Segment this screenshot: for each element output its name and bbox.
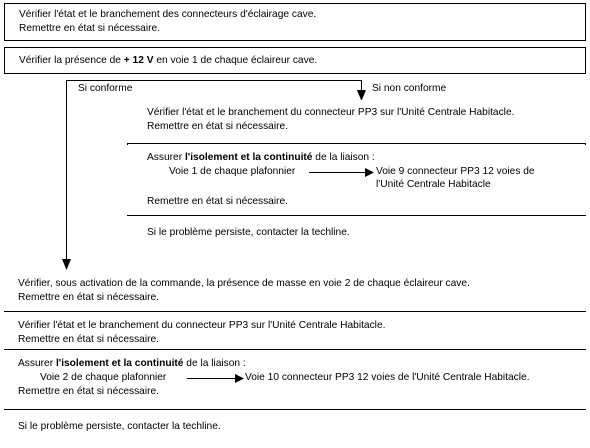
step-text-line1: Vérifier l'état et le branchement des connecteurs d'éclairage cave. [19,9,317,20]
wire-to-label-line1: Voie 9 connecteur PP3 12 voies de [376,166,535,177]
label-si-conforme: Si conforme [78,83,133,94]
step-box-pp3-check [4,312,586,350]
step-text-assurer: Assurer l'isolement et la continuité de la liaison : [18,358,246,369]
step-box-12v-check [4,47,586,74]
step-text-line1: Vérifier l'état et le branchement du connecteur PP3 sur l'Unité Centrale Habitacle. [18,320,386,331]
step-text-techline: Si le problème persiste, contacter la techline. [18,421,221,432]
step-text-line2: Remettre en état si nécessaire. [18,334,159,345]
step-box-masse-check [4,271,586,312]
step-text-12v: Vérifier la présence de + 12 V en voie 1 de chaque éclaireur cave. [19,55,318,66]
wire-connection-line [187,378,237,379]
step-box-isolation-continuity [127,145,586,216]
step-box-techline [127,216,586,250]
step-text-remettre: Remettre en état si nécessaire. [147,196,288,207]
step-text-line2: Remettre en état si nécessaire. [18,292,159,303]
step-box-connectors-check [4,3,586,41]
step-text-assurer: Assurer l'isolement et la continuité de la liaison : [147,152,375,163]
arrow-right-icon [235,374,244,383]
step-box-techline [4,410,586,443]
wire-connection-line [309,172,367,173]
arrow-down-conforme-icon [62,259,71,270]
non-conforme-branch-container [127,100,586,250]
step-text-line2: Remettre en état si nécessaire. [147,121,288,132]
branch-horizontal-line [66,80,362,81]
step-text-remettre: Remettre en état si nécessaire. [18,386,159,397]
wire-from-label: Voie 1 de chaque plafonnier [169,166,296,177]
wire-to-label-line2: l'Unité Centrale Habitacle [376,179,491,190]
branch-conforme-vertical-line [66,80,67,264]
arrow-right-icon [365,168,374,177]
step-text-techline: Si le problème persiste, contacter la techline. [147,227,350,238]
label-si-non-conforme: Si non conforme [372,83,447,94]
step-text-line2: Remettre en état si nécessaire. [19,23,160,34]
step-box-pp3-check [127,100,586,144]
wire-from-label: Voie 2 de chaque plafonnier [40,372,167,383]
wire-to-label: Voie 10 connecteur PP3 12 voies de l'Unité Centrale Habitacle. [245,372,530,383]
step-box-isolation-continuity [4,350,586,410]
conforme-branch-container [4,271,586,443]
step-text-line1: Vérifier, sous activation de la commande, la présence de masse en voie 2 de chaque éclaireur cave. [18,278,470,289]
step-text-line1: Vérifier l'état et le branchement du connecteur PP3 sur l'Unité Centrale Habitacle. [147,107,515,118]
